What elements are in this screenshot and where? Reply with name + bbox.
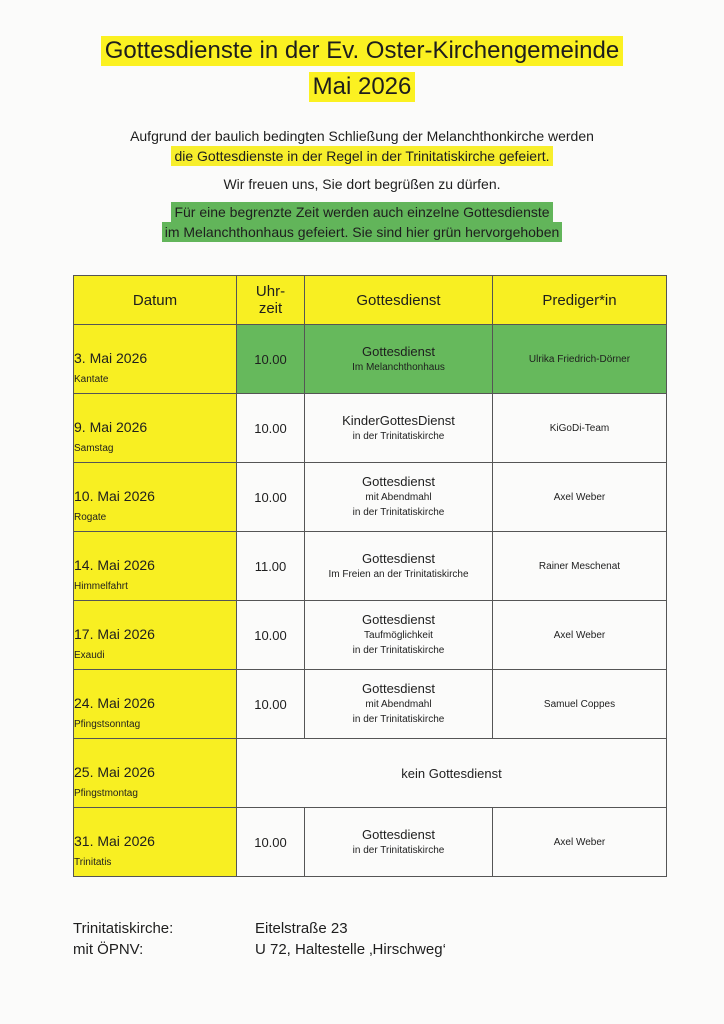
service-note-2: in der Trinitatiskirche bbox=[352, 714, 445, 725]
date-cell bbox=[74, 670, 237, 739]
service-cell bbox=[305, 670, 493, 739]
service-title: Gottesdienst bbox=[362, 474, 435, 489]
service-cell bbox=[305, 532, 493, 601]
footer-transit: U 72, Haltestelle ‚Hirschweg‘ bbox=[255, 941, 446, 958]
service-note: Im Melanchthonhaus bbox=[352, 361, 445, 373]
footer-label-church: Trinitatiskirche: bbox=[73, 920, 174, 937]
date-text: 14. Mai 2026 bbox=[74, 556, 155, 573]
table-row bbox=[74, 739, 667, 808]
service-note-2: in der Trinitatiskirche bbox=[352, 645, 445, 656]
intro-line-1: Aufgrund der baulich bedingten Schließung der Melanchthonkirche werden bbox=[130, 128, 594, 144]
page-title bbox=[0, 36, 724, 108]
sunday-name: Samstag bbox=[74, 442, 114, 454]
intro-line-3: Wir freuen uns, Sie dort begrüßen zu dürfen. bbox=[223, 176, 501, 192]
service-note-2: in der Trinitatiskirche bbox=[352, 507, 445, 518]
time-cell: 10.00 bbox=[237, 325, 305, 394]
service-title: Gottesdienst bbox=[362, 343, 435, 359]
title-line-2: Mai 2026 bbox=[309, 72, 416, 102]
date-text: 31. Mai 2026 bbox=[74, 832, 155, 849]
footer-address: Eitelstraße 23 bbox=[255, 920, 348, 937]
service-cell bbox=[305, 325, 493, 394]
date-cell bbox=[74, 808, 237, 877]
schedule-table bbox=[73, 275, 667, 877]
preacher-cell: Rainer Meschenat bbox=[493, 532, 667, 601]
sunday-name: Exaudi bbox=[74, 649, 105, 661]
table-row bbox=[74, 808, 667, 877]
sunday-name: Pfingstmontag bbox=[74, 787, 138, 799]
date-text: 9. Mai 2026 bbox=[74, 418, 148, 435]
service-title: Gottesdienst bbox=[362, 826, 435, 842]
date-cell bbox=[74, 463, 237, 532]
title-line-1: Gottesdienste in der Ev. Oster-Kirchengemeinde bbox=[101, 36, 623, 66]
preacher-cell: Axel Weber bbox=[493, 601, 667, 670]
sunday-name: Pfingstsonntag bbox=[74, 718, 141, 730]
service-note: Im Freien an der Trinitatiskirche bbox=[328, 568, 469, 580]
header-preacher: Prediger*in bbox=[493, 276, 667, 325]
date-text: 24. Mai 2026 bbox=[74, 694, 155, 711]
service-title: Gottesdienst bbox=[362, 612, 435, 627]
service-note: mit Abendmahl bbox=[365, 492, 432, 503]
time-cell: 10.00 bbox=[237, 394, 305, 463]
service-cell bbox=[305, 808, 493, 877]
time-cell: 10.00 bbox=[237, 601, 305, 670]
service-cell bbox=[305, 394, 493, 463]
sunday-name: Himmelfahrt bbox=[74, 580, 128, 592]
service-note: mit Abendmahl bbox=[365, 699, 432, 710]
sunday-name: Rogate bbox=[74, 511, 107, 523]
service-note: in der Trinitatiskirche bbox=[352, 430, 445, 442]
no-service-cell: kein Gottesdienst bbox=[237, 739, 667, 808]
header-time-line-1: Uhr- bbox=[255, 283, 286, 300]
intro-line-5: im Melanchthonhaus gefeiert. Sie sind hier grün hervorgehoben bbox=[162, 222, 563, 242]
table-row bbox=[74, 463, 667, 532]
service-note: Taufmöglichkeit bbox=[364, 630, 433, 641]
intro-line-2: die Gottesdienste in der Regel in der Trinitatiskirche gefeiert. bbox=[171, 146, 552, 166]
time-cell: 10.00 bbox=[237, 808, 305, 877]
service-note: in der Trinitatiskirche bbox=[352, 844, 445, 856]
date-text: 3. Mai 2026 bbox=[74, 349, 148, 366]
date-cell bbox=[74, 739, 237, 808]
date-text: 25. Mai 2026 bbox=[74, 763, 155, 780]
header-date: Datum bbox=[74, 276, 237, 325]
service-cell bbox=[305, 463, 493, 532]
time-cell: 10.00 bbox=[237, 670, 305, 739]
intro-line-4: Für eine begrenzte Zeit werden auch einzelne Gottesdienste bbox=[171, 202, 552, 222]
preacher-cell: Samuel Coppes bbox=[493, 670, 667, 739]
table-row bbox=[74, 394, 667, 463]
service-cell bbox=[305, 601, 493, 670]
service-title: Gottesdienst bbox=[362, 681, 435, 696]
sunday-name: Kantate bbox=[74, 373, 109, 385]
intro-text bbox=[0, 126, 724, 242]
preacher-cell: Axel Weber bbox=[493, 463, 667, 532]
header-time-line-2: zeit bbox=[258, 300, 283, 317]
table-header-row bbox=[74, 276, 667, 325]
service-title: Gottesdienst bbox=[362, 550, 435, 566]
date-text: 17. Mai 2026 bbox=[74, 625, 155, 642]
table-row bbox=[74, 325, 667, 394]
preacher-cell: Axel Weber bbox=[493, 808, 667, 877]
footer-label-transit: mit ÖPNV: bbox=[73, 941, 144, 958]
date-cell bbox=[74, 394, 237, 463]
date-cell bbox=[74, 532, 237, 601]
preacher-cell: KiGoDi-Team bbox=[493, 394, 667, 463]
header-time bbox=[237, 276, 305, 325]
date-text: 10. Mai 2026 bbox=[74, 487, 155, 504]
date-cell bbox=[74, 601, 237, 670]
table-row bbox=[74, 601, 667, 670]
table-row bbox=[74, 670, 667, 739]
sunday-name: Trinitatis bbox=[74, 856, 112, 868]
header-service: Gottesdienst bbox=[305, 276, 493, 325]
table-row bbox=[74, 532, 667, 601]
date-cell bbox=[74, 325, 237, 394]
time-cell: 10.00 bbox=[237, 463, 305, 532]
preacher-cell: Ulrika Friedrich-Dörner bbox=[493, 325, 667, 394]
time-cell: 11.00 bbox=[237, 532, 305, 601]
service-title: KinderGottesDienst bbox=[342, 412, 455, 428]
